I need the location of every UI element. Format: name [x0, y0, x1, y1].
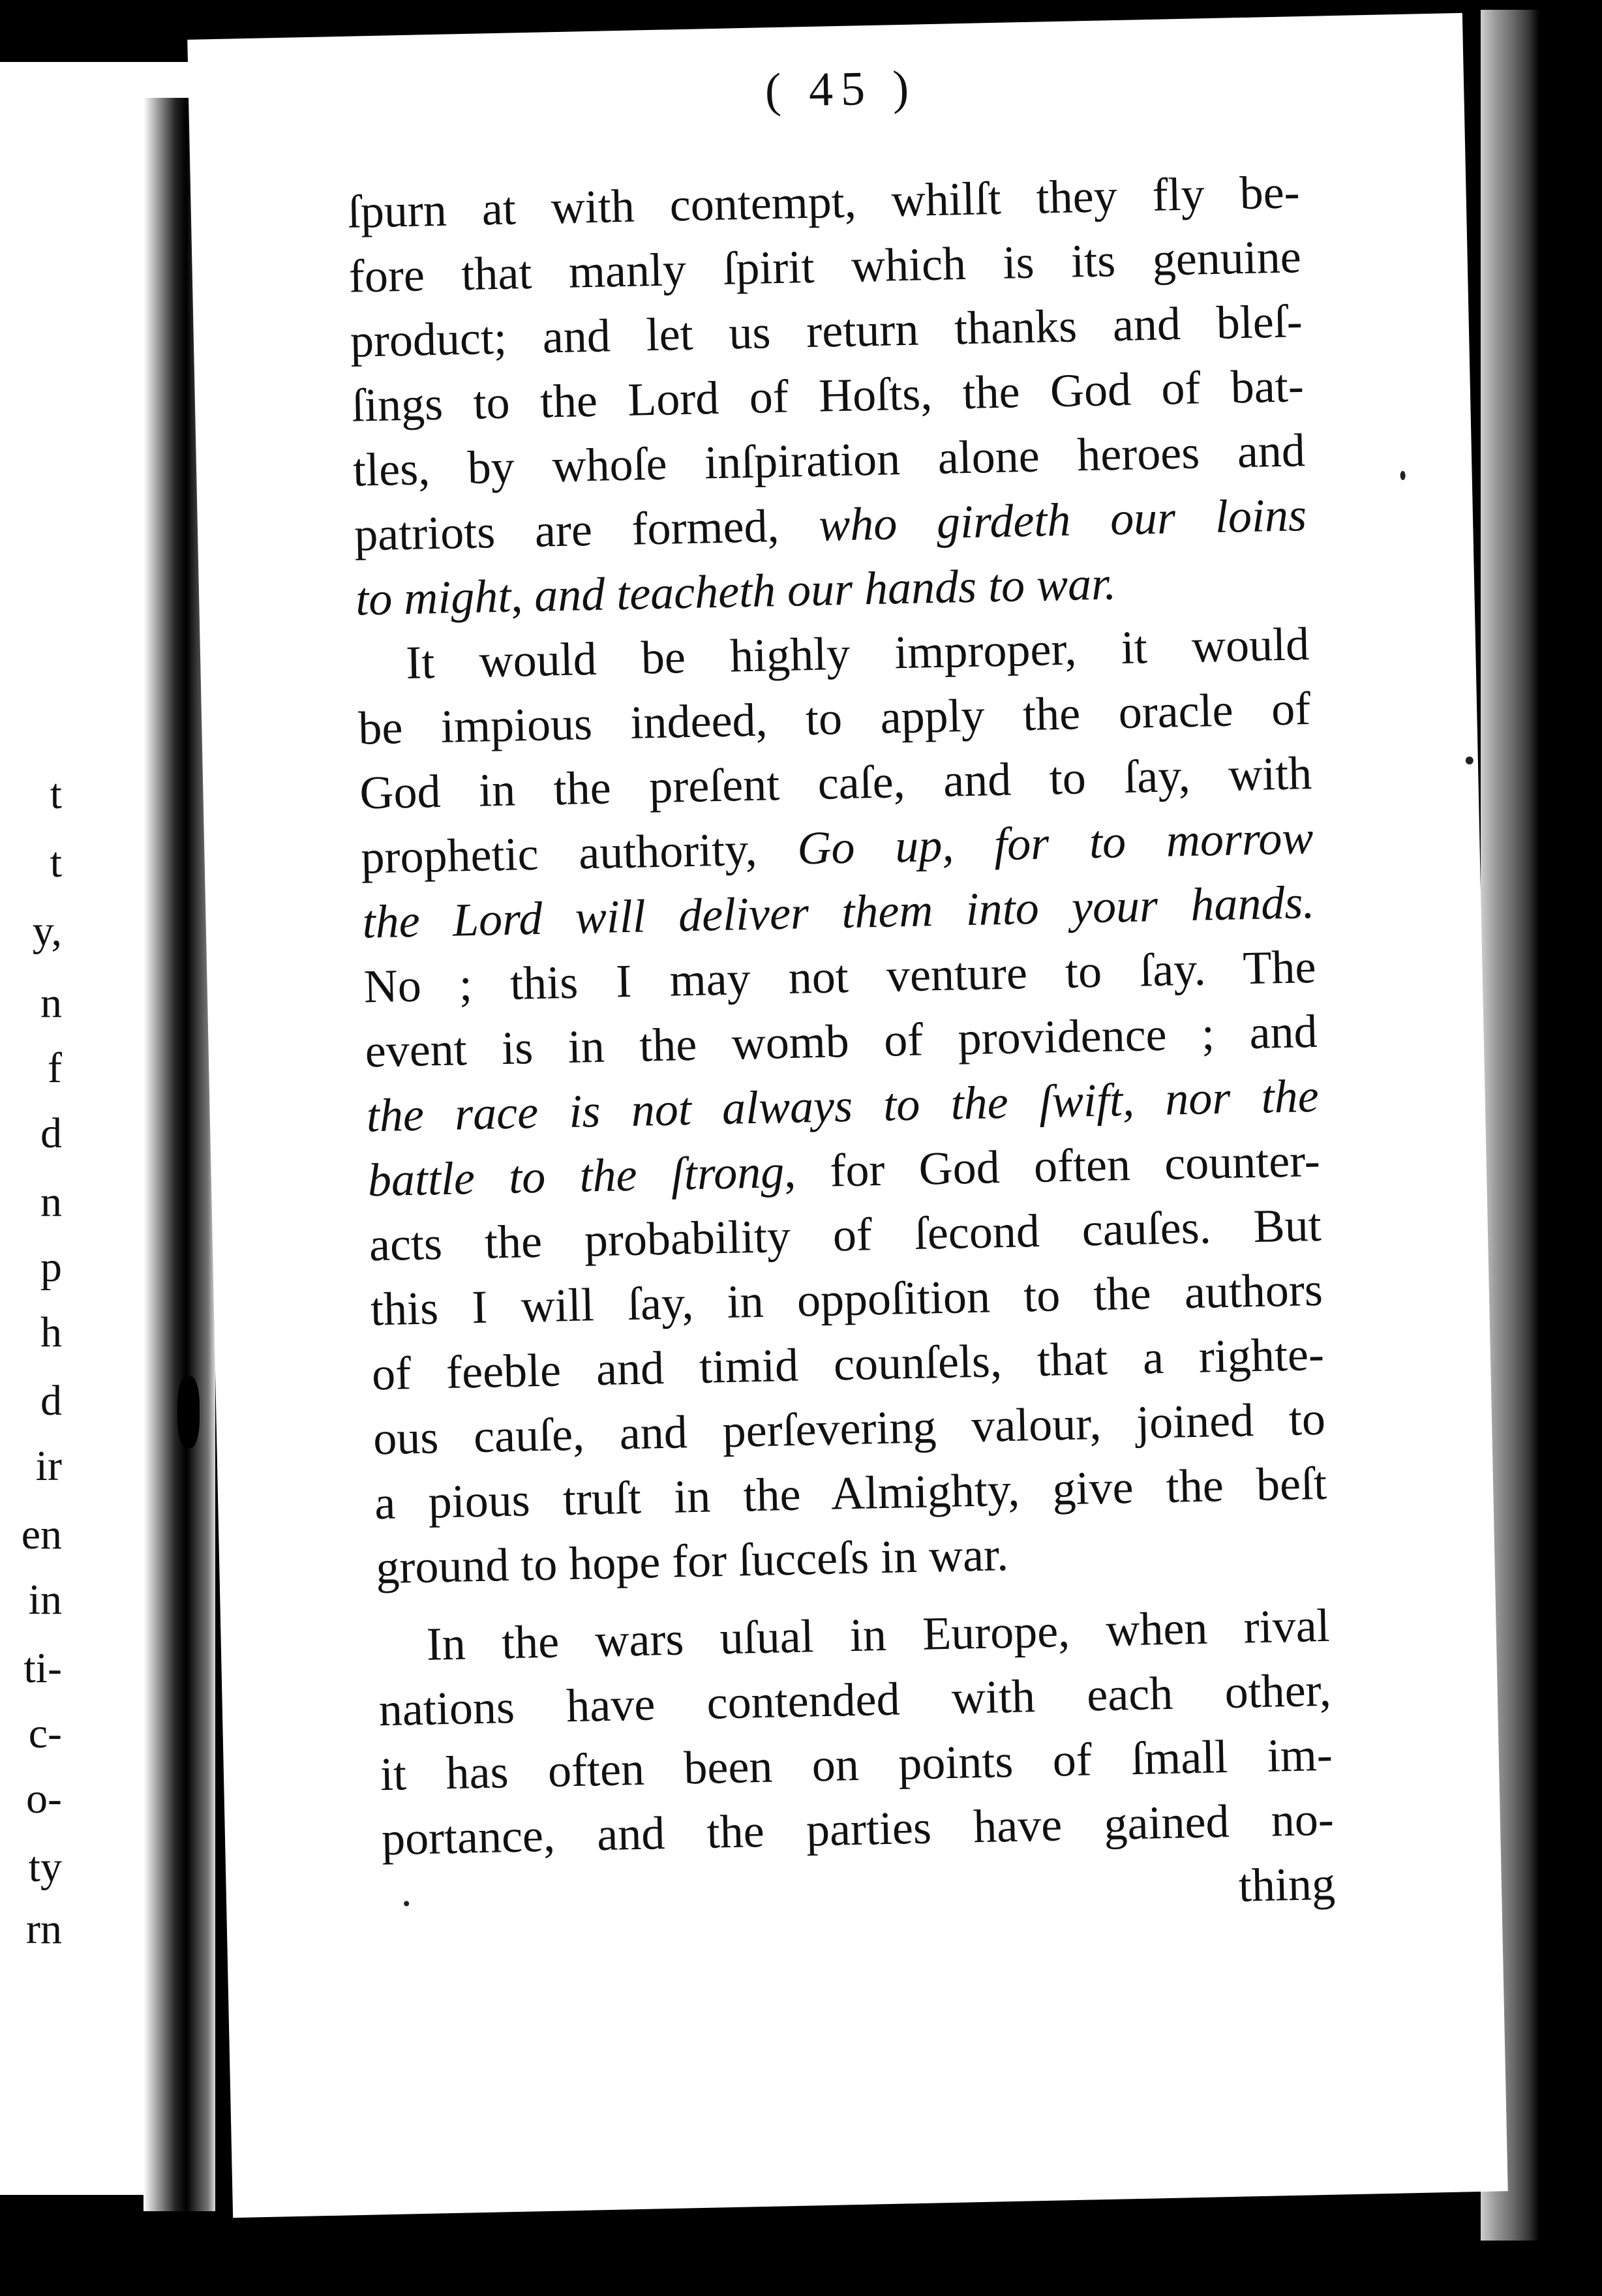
left-page-fragment-text: ti- — [23, 1644, 62, 1692]
roman-phrase: it has often been on points of ſmall im- — [380, 1728, 1333, 1801]
roman-phrase: acts the probability of ſecond cauſes. But — [369, 1198, 1322, 1271]
left-page-fragment-text: ir — [35, 1442, 62, 1490]
left-page-fragment-text: in — [28, 1576, 62, 1624]
roman-phrase: No ; this I may not venture to ſay. The — [363, 940, 1317, 1013]
italic-phrase: the Lord will deliver them into your hands. — [361, 875, 1316, 948]
ink-speck — [1400, 471, 1405, 480]
roman-phrase: ſpurn at with contempt, whilſt they fly be- — [346, 166, 1301, 238]
italic-phrase: and teacheth our hands to war. — [534, 557, 1117, 622]
left-page-fragment-text: d — [40, 1110, 62, 1157]
italic-phrase: to might — [355, 569, 512, 626]
left-page-fragment-text: d — [40, 1377, 62, 1425]
roman-phrase: ous cauſe, and perſevering valour, joined to — [372, 1392, 1326, 1465]
left-page-fragment-text: n — [40, 1178, 62, 1226]
roman-phrase: It would be highly improper, it would — [405, 618, 1310, 689]
roman-phrase: event is in the womb of providence ; and — [364, 1004, 1318, 1078]
roman-phrase: patriots are formed, — [354, 498, 820, 561]
left-page-fragment-text: f — [48, 1044, 62, 1092]
left-page-fragment-text: rn — [26, 1905, 62, 1953]
left-page-fragment-text: h — [40, 1308, 62, 1356]
left-page-fragment-text: t — [50, 839, 62, 886]
roman-phrase: , for God often counter- — [783, 1134, 1321, 1198]
roman-phrase: prophetic authority, — [360, 822, 798, 884]
roman-phrase: ground to hope for ſucceſs in war. — [375, 1528, 1009, 1594]
roman-phrase: In the wars uſual in Europe, when rival — [425, 1599, 1331, 1670]
left-page-fragment-text: o- — [26, 1775, 62, 1822]
italic-phrase: the race is not always to the ſwift, nor the — [366, 1069, 1320, 1142]
gutter-notch — [177, 1376, 200, 1448]
roman-phrase: portance, and the parties have gained no- — [381, 1792, 1335, 1865]
roman-phrase: , — [510, 569, 536, 622]
roman-phrase: thing — [1238, 1857, 1336, 1912]
body-text — [347, 160, 1336, 1936]
roman-phrase: God in the preſent caſe, and to ſay, with — [359, 746, 1312, 819]
italic-phrase: battle to the ſtrong — [367, 1145, 785, 1207]
ink-speck — [1466, 757, 1474, 764]
left-page-fragment-text: ty — [28, 1843, 62, 1891]
roman-phrase: nations have contended with each other, — [378, 1663, 1332, 1736]
left-page-fragment-text: t — [50, 770, 62, 818]
main-page — [187, 13, 1508, 2218]
roman-phrase: be impious indeed, to apply the oracle of — [357, 682, 1311, 755]
left-page-fragment-text: c- — [28, 1710, 62, 1757]
italic-phrase: who girdeth our loins — [818, 489, 1307, 551]
left-page-fragment-text: y, — [32, 907, 62, 955]
roman-phrase: this I will ſay, in oppoſition to the authors — [370, 1263, 1323, 1336]
roman-phrase: product; and let us return thanks and bleſ- — [350, 295, 1303, 367]
roman-phrase: fore that manly ſpirit which is its genuine — [348, 230, 1302, 303]
page-number: ( 45 ) — [764, 61, 918, 118]
left-page-fragment-text: p — [40, 1243, 62, 1291]
left-page-fragment-text: n — [40, 979, 62, 1027]
roman-phrase: tles, by whoſe inſpiration alone heroes and — [352, 424, 1306, 496]
roman-phrase: a pious truſt in the Almighty, give the beſt — [374, 1457, 1327, 1530]
roman-phrase: ſings to the Lord of Hoſts, the God of bat- — [351, 359, 1305, 432]
left-page-fragment-text: en — [21, 1511, 62, 1558]
italic-phrase: Go up, for to morrow — [796, 811, 1314, 875]
roman-phrase: of feeble and timid counſels, that a righte- — [371, 1327, 1325, 1400]
